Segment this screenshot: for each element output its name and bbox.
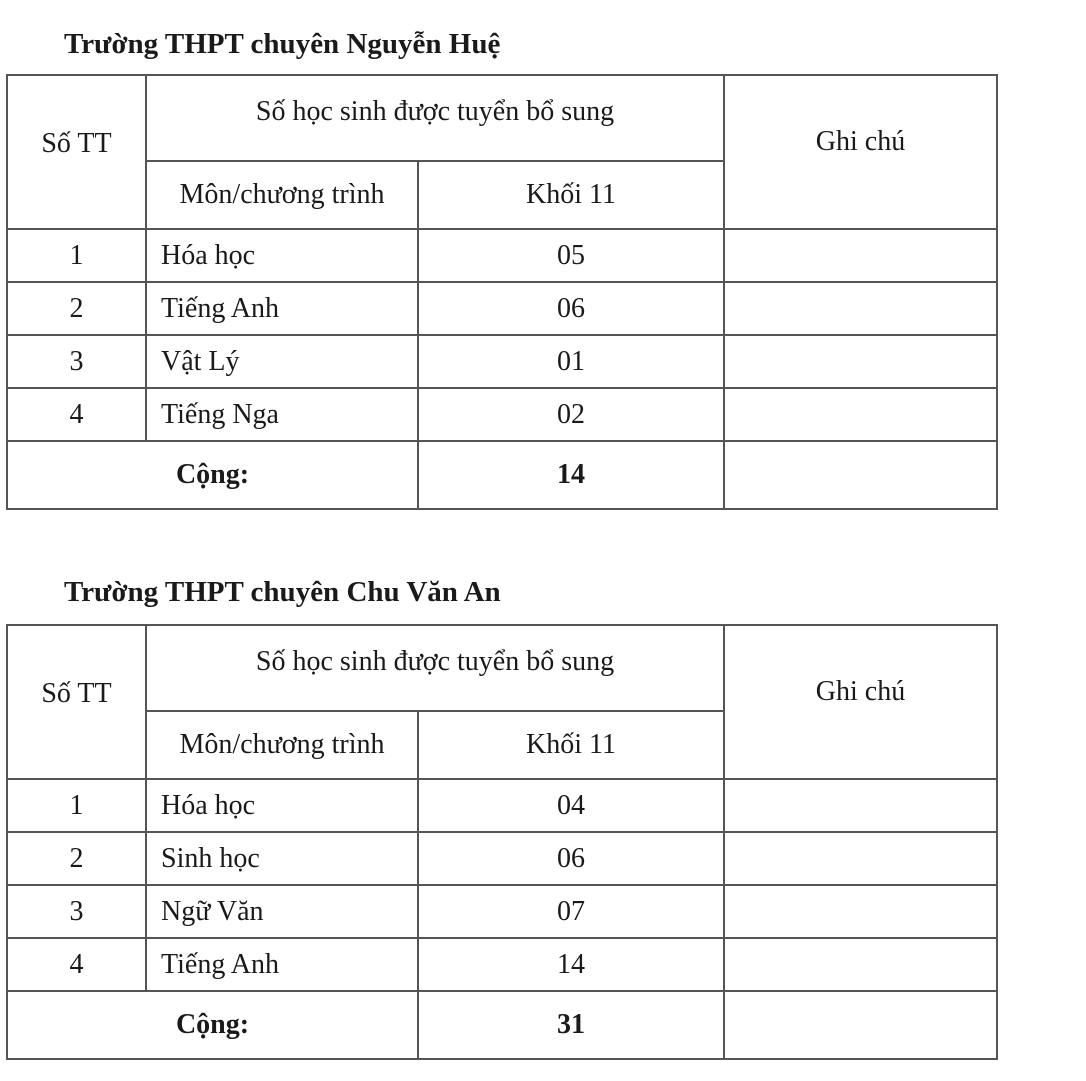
row-count: 01 [418,335,724,388]
row-count: 07 [418,885,724,938]
header-group: Số học sinh được tuyển bổ sung [146,75,724,161]
row-subject: Tiếng Anh [146,282,418,335]
header-group: Số học sinh được tuyển bổ sung [146,625,724,711]
header-stt: Số TT [7,75,146,229]
row-note [724,388,997,441]
table-row [7,335,997,388]
row-note [724,229,997,282]
row-note [724,832,997,885]
header-note: Ghi chú [724,75,997,229]
header-row [7,75,997,161]
row-count: 04 [418,779,724,832]
total-row [7,441,997,509]
row-count: 14 [418,938,724,991]
table-row [7,282,997,335]
section-title: Trường THPT chuyên Nguyễn Huệ [64,28,501,60]
row-subject: Hóa học [146,779,418,832]
total-value: 14 [418,441,724,509]
table-row [7,779,997,832]
total-value: 31 [418,991,724,1059]
header-grade: Khối 11 [418,161,724,229]
table-row [7,388,997,441]
row-stt: 4 [7,938,146,991]
row-note [724,335,997,388]
row-subject: Vật Lý [146,335,418,388]
table-row [7,938,997,991]
row-stt: 3 [7,335,146,388]
row-note [724,779,997,832]
row-stt: 1 [7,779,146,832]
row-count: 02 [418,388,724,441]
row-subject: Tiếng Nga [146,388,418,441]
row-count: 06 [418,832,724,885]
header-note: Ghi chú [724,625,997,779]
total-note [724,991,997,1059]
row-count: 06 [418,282,724,335]
section-title: Trường THPT chuyên Chu Văn An [64,576,501,608]
total-row [7,991,997,1059]
total-label: Cộng: [7,991,418,1059]
row-note [724,282,997,335]
row-stt: 4 [7,388,146,441]
admissions-table [6,74,998,510]
table-row [7,229,997,282]
row-stt: 2 [7,282,146,335]
row-stt: 2 [7,832,146,885]
row-stt: 3 [7,885,146,938]
table-row [7,832,997,885]
admissions-table [6,624,998,1060]
row-count: 05 [418,229,724,282]
header-grade: Khối 11 [418,711,724,779]
row-note [724,885,997,938]
row-stt: 1 [7,229,146,282]
row-subject: Ngữ Văn [146,885,418,938]
header-subject: Môn/chương trình [146,711,418,779]
row-subject: Hóa học [146,229,418,282]
row-subject: Tiếng Anh [146,938,418,991]
row-note [724,938,997,991]
header-row [7,625,997,711]
row-subject: Sinh học [146,832,418,885]
total-note [724,441,997,509]
total-label: Cộng: [7,441,418,509]
header-stt: Số TT [7,625,146,779]
table-row [7,885,997,938]
header-subject: Môn/chương trình [146,161,418,229]
